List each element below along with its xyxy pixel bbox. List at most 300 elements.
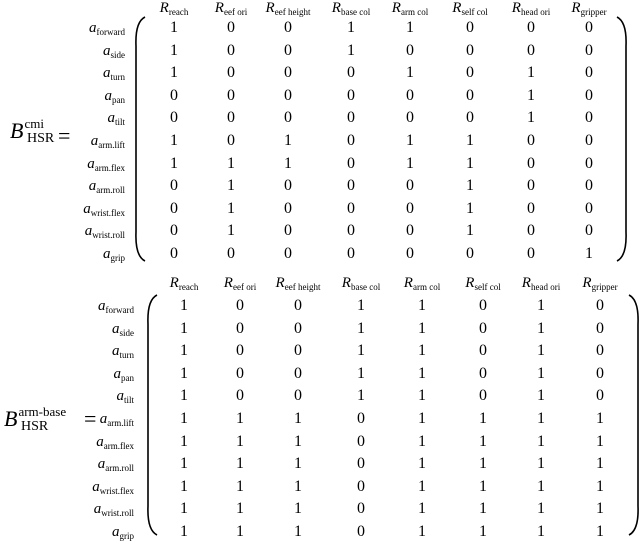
row-symbol: a (103, 246, 111, 262)
matrix-cell: 0 (585, 132, 593, 149)
matrix-cell: 0 (527, 132, 535, 149)
matrix-cell: 1 (236, 500, 244, 518)
matrix-cell: 1 (227, 199, 235, 217)
matrix-cell: 0 (347, 64, 355, 82)
column-subscript: reach (178, 282, 199, 292)
column-header (522, 275, 560, 292)
row-symbol: a (97, 456, 106, 473)
matrix-cell: 0 (357, 432, 365, 450)
matrix-cell: 1 (406, 64, 414, 82)
row-subscript: turn (110, 72, 125, 83)
matrix-cell: 0 (466, 86, 474, 104)
matrix-cell: 1 (537, 387, 545, 405)
matrix-cell: 0 (236, 319, 244, 337)
column-header (215, 0, 247, 17)
matrix-cell: 1 (418, 455, 426, 473)
matrix-cell: 1 (418, 523, 426, 540)
row-symbol: a (112, 343, 120, 360)
column-header (452, 0, 487, 17)
matrix-cell: 1 (537, 455, 545, 473)
row-header (98, 456, 134, 473)
row-header (94, 501, 134, 518)
matrix-cell: 0 (479, 342, 487, 360)
row-subscript: arm.roll (105, 463, 134, 474)
column-symbol: R (403, 275, 413, 291)
matrix-cell: 1 (294, 500, 302, 518)
matrix-cell: 0 (479, 364, 487, 382)
column-subscript: gripper (580, 7, 607, 17)
row-subscript: pan (121, 372, 134, 383)
matrix-cell: 0 (585, 222, 593, 240)
matrix-cell: 0 (406, 199, 414, 217)
column-subscript: base col (350, 282, 381, 292)
row-symbol: a (88, 178, 97, 195)
row-header (112, 524, 134, 541)
matrix-cell: 0 (294, 364, 302, 382)
matrix-cell: 0 (466, 19, 474, 36)
row-subscript: arm.lift (98, 140, 125, 150)
matrix-cell: 1 (227, 177, 235, 195)
matrix-cell: 0 (347, 245, 355, 262)
row-subscript: grip (119, 531, 134, 541)
matrix-cell: 1 (596, 432, 604, 450)
column-header (170, 275, 199, 292)
row-subscript: grip (110, 253, 125, 263)
matrix-cell: 0 (596, 387, 604, 405)
matrix-cell: 0 (227, 245, 235, 262)
matrix-cell: 1 (180, 455, 188, 473)
column-subscript: reach (168, 7, 189, 17)
row-subscript: forward (105, 305, 134, 315)
column-symbol: R (571, 0, 581, 16)
matrix-cell: 0 (170, 245, 178, 262)
matrix-cell: 0 (284, 109, 292, 127)
matrix-cell: 1 (180, 342, 188, 360)
row-header (91, 133, 125, 150)
column-subscript: head ori (530, 282, 561, 292)
column-symbol: R (465, 275, 475, 291)
matrix-cell: 0 (284, 86, 292, 104)
matrix-arm-base (0, 272, 640, 539)
column-subscript: eef ori (223, 7, 248, 17)
column-header (582, 275, 617, 292)
matrix-cell: 0 (227, 19, 235, 36)
matrix-cell: 0 (357, 500, 365, 518)
matrix-cell: 0 (585, 154, 593, 172)
matrix-cell: 0 (170, 109, 178, 127)
row-header (85, 223, 125, 240)
matrix-cell: 1 (294, 455, 302, 473)
column-subscript: base col (340, 7, 371, 17)
row-header (107, 110, 125, 127)
column-symbol: R (331, 0, 341, 16)
matrix-cell: 1 (180, 500, 188, 518)
column-symbol: R (511, 0, 521, 16)
row-symbol: a (107, 110, 115, 127)
matrix-cell: 0 (170, 222, 178, 240)
matrix-cell: 0 (585, 64, 593, 82)
matrix-cell: 0 (284, 199, 292, 217)
matrix-cell: 1 (479, 523, 487, 540)
matrix-cell: 1 (537, 364, 545, 382)
matrix-cell: 0 (466, 41, 474, 59)
row-subscript: wrist.flex (90, 207, 125, 218)
column-header (332, 0, 370, 17)
matrix-cell: 0 (347, 109, 355, 127)
row-symbol: a (116, 388, 124, 405)
matrix-cell: 0 (236, 364, 244, 382)
matrix-cell: 1 (466, 154, 474, 172)
matrix-cell: 1 (406, 154, 414, 172)
matrix-cell: 0 (227, 64, 235, 82)
row-symbol: a (112, 524, 120, 540)
matrix-cell: 0 (294, 319, 302, 337)
column-header (465, 275, 500, 292)
matrix-cell: 0 (596, 297, 604, 314)
column-subscript: self col (461, 7, 488, 17)
matrix-cell: 0 (284, 41, 292, 59)
matrix-cmi (0, 0, 640, 264)
matrix-cell: 1 (227, 154, 235, 172)
row-header (114, 366, 135, 383)
matrix-cell: 1 (527, 86, 535, 104)
matrix-cell: 0 (527, 222, 535, 240)
matrix-cell: 0 (527, 199, 535, 217)
matrix-cell: 0 (406, 41, 414, 59)
matrix-cell: 1 (170, 154, 178, 172)
matrix-cell: 1 (537, 523, 545, 540)
matrix-cell: 1 (294, 410, 302, 427)
matrix-cell: 1 (170, 132, 178, 149)
row-header (96, 434, 134, 451)
row-symbol: a (99, 411, 108, 427)
matrix-cell: 0 (227, 86, 235, 104)
left-parenthesis (133, 16, 147, 262)
matrix-cell: 1 (406, 132, 414, 149)
row-header (105, 88, 126, 105)
row-header (100, 411, 134, 428)
matrix-cell: 1 (596, 523, 604, 540)
column-symbol: R (159, 0, 169, 16)
matrix-cell: 0 (585, 199, 593, 217)
matrix-cell: 0 (284, 177, 292, 195)
matrix-cell: 1 (180, 387, 188, 405)
matrix-cell: 1 (418, 410, 426, 427)
matrix-cell: 0 (227, 109, 235, 127)
row-header (87, 156, 125, 173)
matrix-cell: 1 (479, 410, 487, 427)
row-symbol: a (104, 87, 112, 104)
matrix-cell: 1 (537, 319, 545, 337)
column-header (404, 275, 440, 292)
matrix-cell: 1 (170, 64, 178, 82)
row-symbol: a (96, 433, 104, 450)
row-symbol: a (89, 20, 97, 36)
matrix-cell: 1 (418, 387, 426, 405)
row-subscript: arm.flex (94, 162, 125, 173)
matrix-cell: 1 (418, 319, 426, 337)
matrix-label (4, 404, 97, 434)
matrix-cell: 0 (284, 19, 292, 36)
matrix-cell: 0 (406, 222, 414, 240)
row-symbol: a (90, 133, 99, 149)
column-header (266, 0, 311, 17)
column-symbol: R (582, 275, 592, 291)
matrix-cell: 1 (466, 177, 474, 195)
column-subscript: arm col (412, 282, 441, 292)
matrix-cell: 1 (180, 319, 188, 337)
matrix-cell: 1 (466, 132, 474, 149)
matrix-cell: 1 (466, 222, 474, 240)
row-header (89, 20, 125, 37)
row-symbol: a (84, 223, 93, 240)
matrix-superscript: cmi (24, 116, 44, 131)
matrix-cell: 1 (236, 455, 244, 473)
column-subscript: gripper (591, 282, 618, 292)
row-symbol: a (92, 478, 100, 495)
matrix-cell: 0 (357, 410, 365, 427)
matrix-cell: 0 (284, 64, 292, 82)
matrix-cell: 1 (418, 500, 426, 518)
matrix-cell: 0 (527, 177, 535, 195)
column-symbol: R (169, 275, 179, 291)
row-header (92, 479, 134, 496)
column-symbol: R (521, 275, 531, 291)
row-subscript: arm.flex (103, 440, 134, 451)
matrix-cell: 1 (596, 477, 604, 495)
matrix-cell: 1 (236, 410, 244, 427)
matrix-cell: 1 (537, 500, 545, 518)
matrix-cell: 1 (479, 432, 487, 450)
matrix-cell: 1 (479, 500, 487, 518)
row-subscript: arm.roll (96, 185, 125, 196)
row-subscript: tilt (123, 395, 134, 406)
matrix-cell: 0 (236, 342, 244, 360)
matrix-cell: 1 (357, 364, 365, 382)
matrix-cell: 1 (537, 432, 545, 450)
row-subscript: wrist.flex (99, 485, 134, 496)
matrix-cell: 1 (527, 109, 535, 127)
column-subscript: head ori (520, 7, 551, 17)
matrix-cell: 1 (466, 199, 474, 217)
matrix-cell: 0 (294, 387, 302, 405)
matrix-cell: 0 (406, 245, 414, 262)
matrix-cell: 0 (227, 41, 235, 59)
matrix-cell: 1 (537, 477, 545, 495)
matrix-cell: 0 (596, 342, 604, 360)
matrix-cell: 1 (170, 19, 178, 36)
matrix-cell: 0 (585, 19, 593, 36)
matrix-cell: 0 (227, 132, 235, 149)
matrix-cell: 0 (527, 41, 535, 59)
matrix-cell: 0 (466, 64, 474, 82)
matrix-cell: 0 (170, 86, 178, 104)
column-header (276, 275, 321, 292)
column-header (512, 0, 550, 17)
column-symbol: R (391, 0, 401, 16)
column-header (160, 0, 189, 17)
row-subscript: arm.lift (107, 418, 134, 428)
column-symbol: R (265, 0, 275, 16)
matrix-cell: 1 (479, 455, 487, 473)
matrix-cell: 1 (284, 154, 292, 172)
matrix-cell: 1 (418, 432, 426, 450)
column-header (571, 0, 606, 17)
matrix-symbol: B (10, 118, 24, 143)
matrix-cell: 0 (466, 245, 474, 262)
matrix-cell: 0 (596, 319, 604, 337)
matrix-cell: 0 (585, 41, 593, 59)
matrix-cell: 1 (596, 500, 604, 518)
row-header (116, 388, 134, 405)
matrix-cell: 1 (418, 477, 426, 495)
matrix-cell: 0 (479, 319, 487, 337)
matrix-cell: 1 (180, 477, 188, 495)
matrix-cell: 1 (294, 523, 302, 540)
column-subscript: eef height (274, 7, 311, 17)
matrix-cell: 0 (357, 523, 365, 540)
row-header (103, 43, 125, 60)
row-subscript: wrist.roll (101, 508, 134, 519)
right-parenthesis (615, 16, 629, 262)
row-header (98, 298, 134, 315)
matrix-cell: 1 (418, 297, 426, 314)
column-symbol: R (341, 275, 351, 291)
row-subscript: turn (119, 350, 134, 361)
column-symbol: R (275, 275, 285, 291)
matrix-cell: 0 (236, 387, 244, 405)
column-symbol: R (452, 0, 462, 16)
row-subscript: side (110, 49, 125, 60)
column-header (224, 275, 256, 292)
matrix-cell: 0 (527, 19, 535, 36)
matrix-cell: 1 (585, 245, 593, 262)
matrix-cell: 1 (537, 297, 545, 314)
matrix-superscript: arm-base (18, 404, 67, 419)
row-symbol: a (87, 155, 95, 172)
column-header (392, 0, 428, 17)
matrix-cell: 0 (294, 342, 302, 360)
column-symbol: R (214, 0, 224, 16)
matrix-cell: 1 (357, 342, 365, 360)
matrix-symbol: B (4, 406, 18, 431)
column-symbol: R (223, 275, 233, 291)
matrix-cell: 1 (527, 64, 535, 82)
column-subscript: eef ori (232, 282, 257, 292)
matrix-cell: 1 (180, 432, 188, 450)
matrix-cell: 1 (479, 477, 487, 495)
row-symbol: a (112, 320, 120, 337)
row-header (83, 201, 125, 218)
column-subscript: self col (474, 282, 501, 292)
matrix-cell: 1 (357, 319, 365, 337)
matrix-cell: 0 (479, 297, 487, 314)
matrix-cell: 0 (347, 199, 355, 217)
matrix-cell: 1 (347, 19, 355, 36)
matrix-cell: 0 (585, 177, 593, 195)
matrix-cell: 1 (537, 410, 545, 427)
matrix-cell: 1 (596, 410, 604, 427)
matrix-cell: 1 (537, 342, 545, 360)
matrix-cell: 1 (347, 41, 355, 59)
row-symbol: a (113, 365, 121, 382)
matrix-cell: 1 (284, 132, 292, 149)
matrix-cell: 1 (418, 342, 426, 360)
matrix-cell: 1 (170, 41, 178, 59)
matrix-cell: 0 (585, 86, 593, 104)
matrix-cell: 1 (236, 432, 244, 450)
matrix-cell: 0 (294, 297, 302, 314)
row-subscript: side (119, 327, 134, 338)
matrix-cell: 0 (466, 109, 474, 127)
matrix-cell: 1 (357, 387, 365, 405)
matrix-cell: 0 (406, 86, 414, 104)
matrix-label (10, 116, 71, 148)
matrix-cell: 1 (596, 455, 604, 473)
row-subscript: forward (96, 27, 125, 37)
matrix-cell: 0 (596, 364, 604, 382)
matrix-subscript: HSR (21, 419, 49, 434)
matrix-cell: 1 (357, 297, 365, 314)
matrix-cell: 1 (236, 477, 244, 495)
row-subscript: tilt (114, 117, 125, 128)
row-subscript: wrist.roll (92, 230, 125, 241)
left-parenthesis (145, 294, 159, 536)
row-header (103, 65, 125, 82)
matrix-cell: 1 (294, 477, 302, 495)
matrix-cell: 0 (236, 297, 244, 314)
matrix-cell: 0 (357, 477, 365, 495)
matrix-cell: 0 (347, 154, 355, 172)
row-symbol: a (103, 65, 111, 82)
matrix-cell: 0 (170, 199, 178, 217)
column-subscript: arm col (400, 7, 429, 17)
equals-sign: = (58, 123, 71, 148)
row-symbol: a (98, 298, 106, 314)
row-subscript: pan (112, 94, 125, 105)
matrix-cell: 1 (180, 364, 188, 382)
matrix-cell: 0 (479, 387, 487, 405)
column-header (342, 275, 380, 292)
matrix-cell: 1 (406, 19, 414, 36)
column-subscript: eef height (284, 282, 321, 292)
matrix-cell: 0 (170, 177, 178, 195)
row-header (89, 178, 125, 195)
matrix-cell: 1 (418, 364, 426, 382)
row-header (112, 321, 134, 338)
row-symbol: a (103, 42, 111, 59)
row-header (112, 343, 134, 360)
matrix-cell: 0 (347, 222, 355, 240)
equals-sign: = (84, 406, 97, 431)
matrix-cell: 1 (227, 222, 235, 240)
matrix-cell: 1 (180, 410, 188, 427)
matrix-cell: 1 (180, 523, 188, 540)
row-symbol: a (93, 501, 102, 518)
row-header (103, 246, 125, 263)
matrix-cell: 1 (180, 297, 188, 314)
matrix-cell: 0 (357, 455, 365, 473)
matrix-cell: 1 (294, 432, 302, 450)
matrix-cell: 0 (527, 154, 535, 172)
right-parenthesis (627, 294, 640, 536)
matrix-cell: 0 (527, 245, 535, 262)
matrix-cell: 0 (284, 222, 292, 240)
matrix-cell: 0 (347, 132, 355, 149)
matrix-subscript: HSR (27, 131, 55, 146)
matrix-cell: 0 (406, 109, 414, 127)
matrix-cell: 0 (284, 245, 292, 262)
